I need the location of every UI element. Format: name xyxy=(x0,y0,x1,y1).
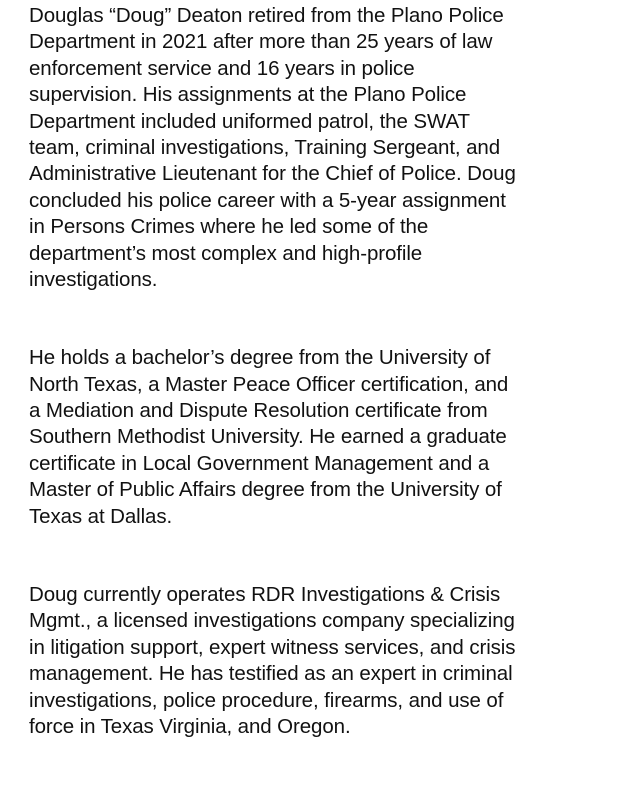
text-line: team, criminal investigations, Training Sergeant, and xyxy=(29,135,501,159)
text-line: concluded his police career with a 5-year assignment xyxy=(29,188,506,212)
bio-document xyxy=(29,3,609,740)
text-line: Douglas “Doug” Deaton retired from the Plano Police xyxy=(29,4,504,27)
text-line: in litigation support, expert witness services, and crisis xyxy=(29,635,516,659)
text-line: investigations. xyxy=(29,267,158,291)
paragraph-spacer xyxy=(29,530,609,582)
text-line: Master of Public Affairs degree from the University of xyxy=(29,478,502,502)
paragraph-current-work xyxy=(29,582,609,740)
text-line: Mgmt., a licensed investigations company specializing xyxy=(29,609,515,633)
text-line: certificate in Local Government Management and a xyxy=(29,451,490,475)
text-line: investigations, police procedure, firearms, and use of xyxy=(29,688,504,712)
text-line: Texas at Dallas. xyxy=(29,504,173,528)
text-line: He holds a bachelor’s degree from the University of xyxy=(29,346,491,370)
paragraph-spacer xyxy=(29,293,609,345)
text-line: Southern Methodist University. He earned a graduate xyxy=(29,425,507,449)
text-line: force in Texas Virginia, and Oregon. xyxy=(29,714,351,738)
text-line: North Texas, a Master Peace Officer certification, and xyxy=(29,372,509,396)
text-line: enforcement service and 16 years in police xyxy=(29,56,415,80)
text-line: in Persons Crimes where he led some of the xyxy=(29,215,429,239)
text-line: Doug currently operates RDR Investigations & Crisis xyxy=(29,583,501,607)
text-line: Department included uniformed patrol, the SWAT xyxy=(29,109,470,133)
text-line: management. He has testified as an expert in criminal xyxy=(29,662,513,686)
text-line: department’s most complex and high-profile xyxy=(29,241,423,265)
text-line: supervision. His assignments at the Plano Police xyxy=(29,83,467,107)
text-line: Administrative Lieutenant for the Chief of Police. Doug xyxy=(29,162,516,186)
paragraph-education xyxy=(29,345,609,530)
paragraph-career xyxy=(29,3,609,293)
text-line: Department in 2021 after more than 25 years of law xyxy=(29,30,493,54)
text-line: a Mediation and Dispute Resolution certificate from xyxy=(29,399,488,423)
